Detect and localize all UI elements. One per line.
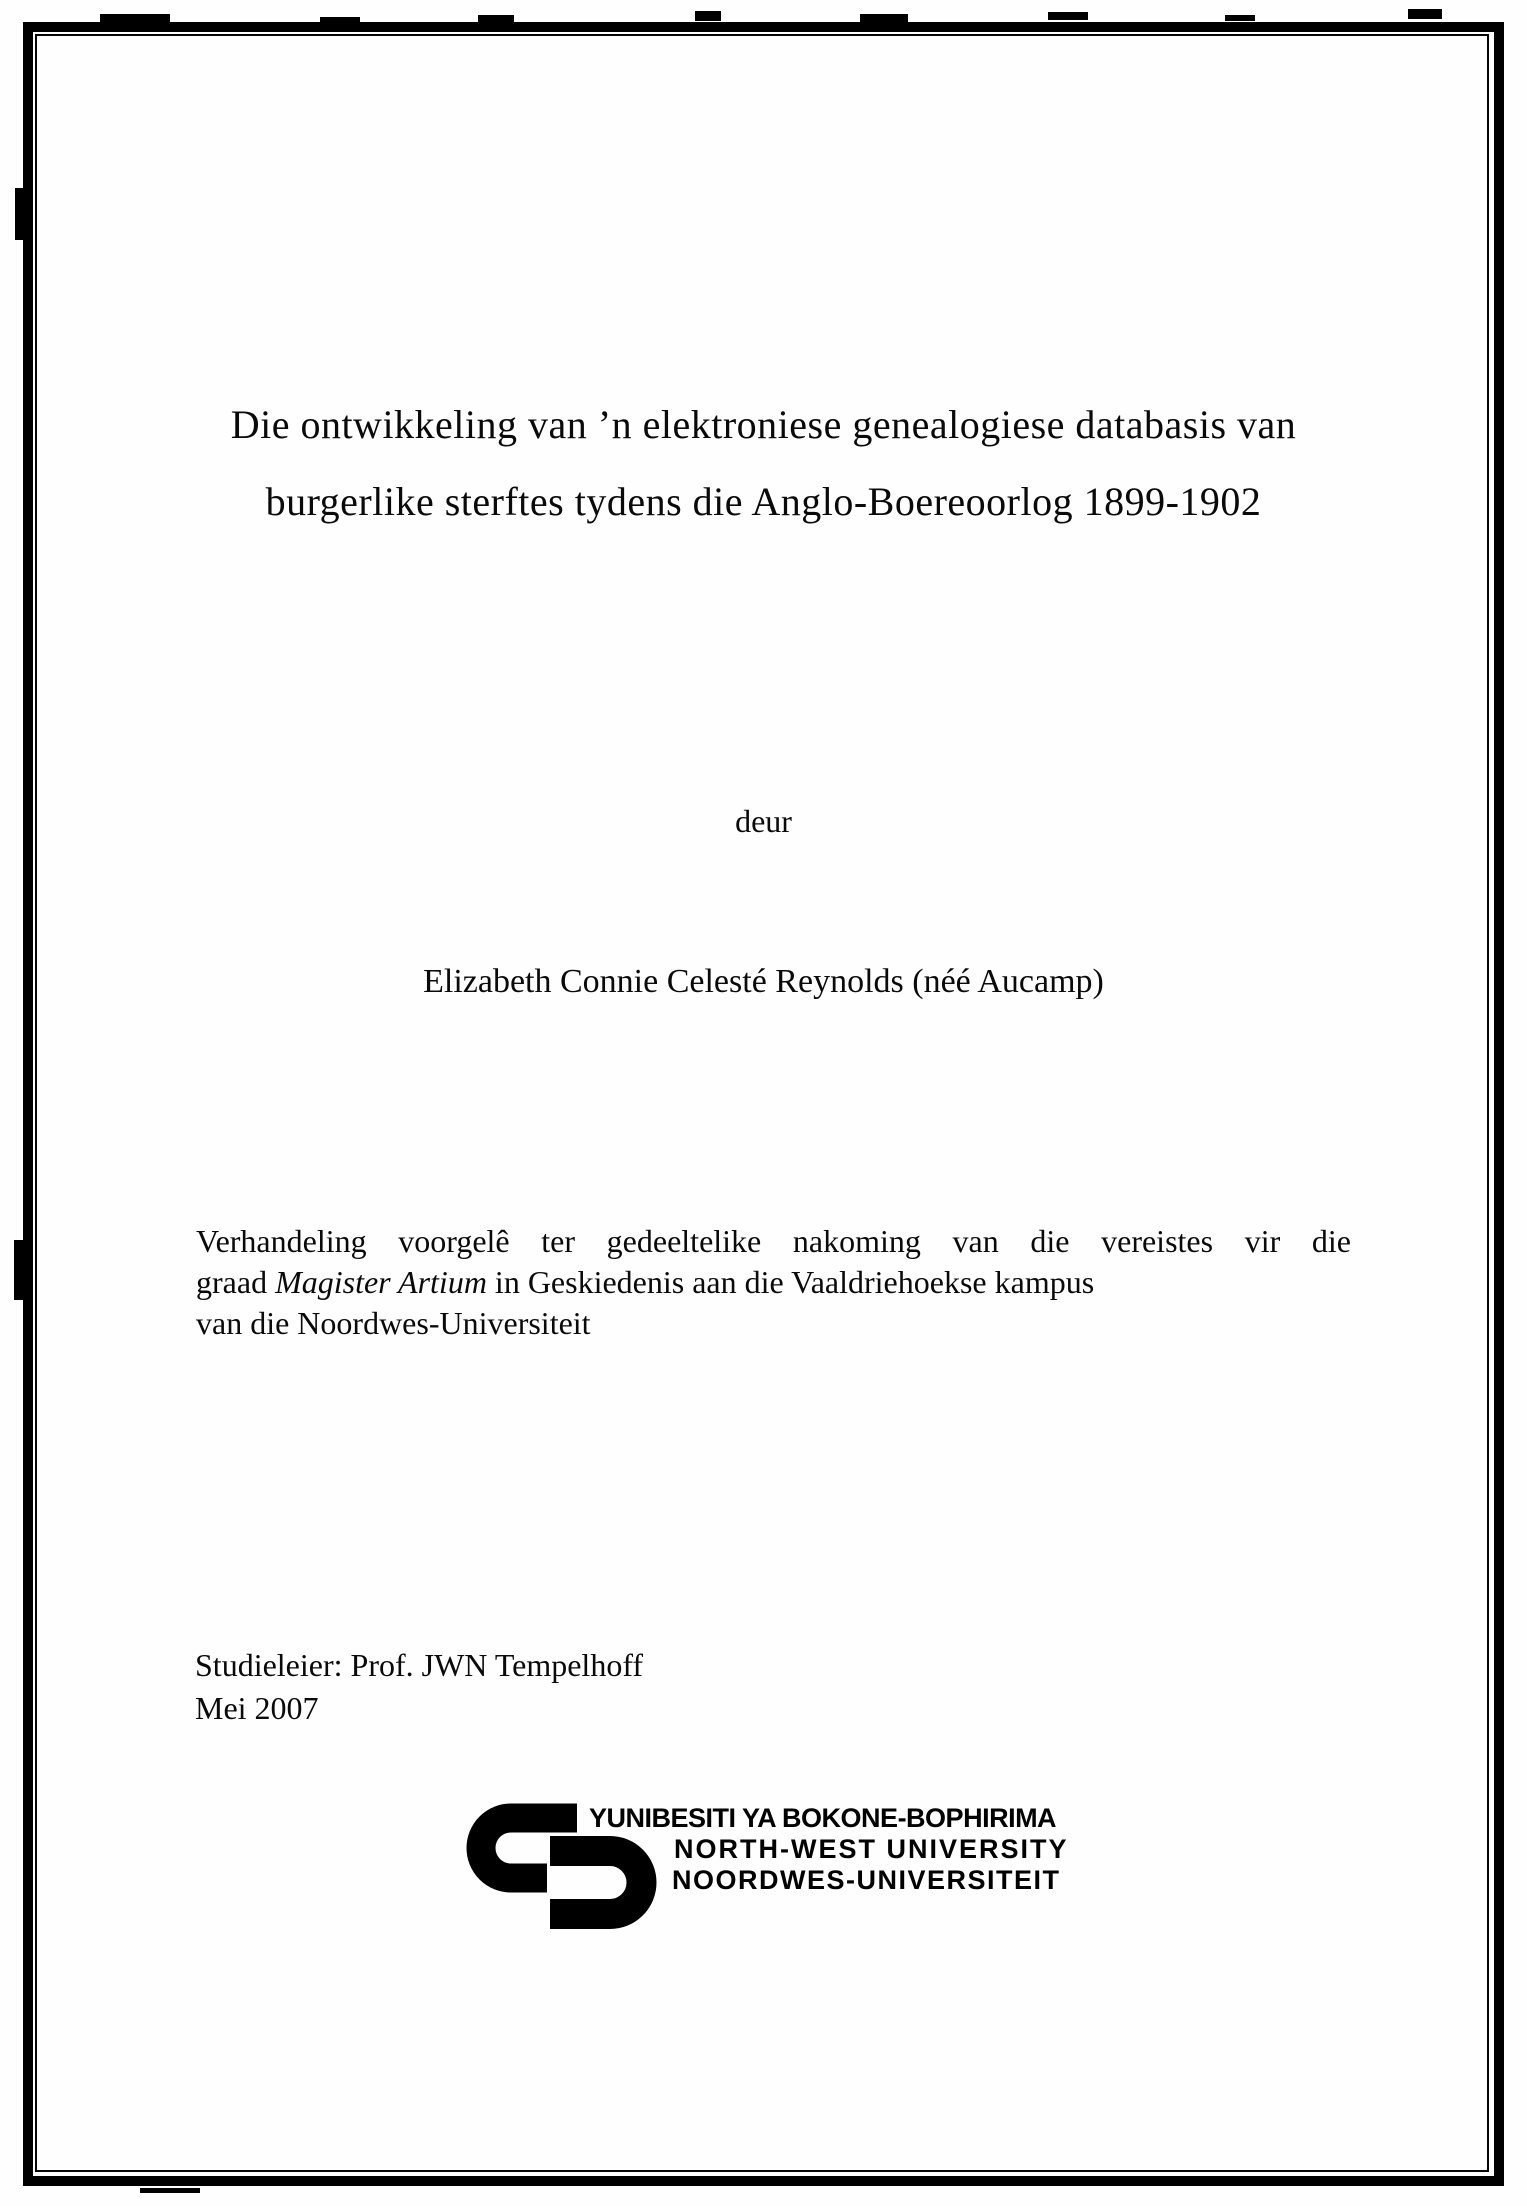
- scan-artifact: [100, 14, 170, 23]
- scan-artifact: [695, 11, 721, 21]
- logo-text-line-2: NORTH-WEST UNIVERSITY: [674, 1834, 1069, 1864]
- statement-line-2: [196, 1262, 1351, 1303]
- statement-line-1: Verhandeling voorgelê ter gedeeltelike nakoming van die vereistes vir die: [196, 1223, 1351, 1259]
- supervisor-block: [195, 1644, 643, 1730]
- statement-line-2-after: in Geskiedenis aan die Vaaldriehoekse kampus: [486, 1264, 1095, 1300]
- date-line: Mei 2007: [195, 1690, 319, 1726]
- scan-artifact: [1225, 15, 1255, 21]
- thesis-title-line-1: Die ontwikkeling van ’n elektroniese genealogiese databasis van: [230, 402, 1297, 447]
- statement-line-2-before: graad: [196, 1264, 276, 1300]
- statement-degree-name: Magister Artium: [275, 1264, 487, 1300]
- supervisor-line: Studieleier: Prof. JWN Tempelhoff: [195, 1647, 644, 1683]
- scan-artifact: [860, 14, 908, 22]
- statement-line-3: van die Noordwes-Universiteit: [196, 1305, 591, 1341]
- scan-artifact: [478, 15, 514, 22]
- byline-deur: deur: [735, 803, 792, 839]
- logo-text-line-3: NOORDWES-UNIVERSITEIT: [672, 1865, 1061, 1895]
- scan-artifact: [140, 2188, 200, 2193]
- logo-text-line-1: YUNIBESITI YA BOKONE-BOPHIRIMA: [589, 1803, 1057, 1833]
- scan-artifact: [320, 17, 360, 23]
- scan-artifact: [1048, 12, 1088, 20]
- scan-artifact: [1408, 9, 1442, 19]
- thesis-title: [60, 386, 1467, 540]
- author-name: Elizabeth Connie Celesté Reynolds (néé Aucamp): [423, 963, 1104, 1000]
- scan-artifact: [15, 188, 24, 240]
- scan-artifact: [14, 1240, 23, 1300]
- thesis-statement: [196, 1221, 1351, 1344]
- thesis-title-line-2: burgerlike sterftes tydens die Anglo-Boereoorlog 1899-1902: [265, 479, 1262, 524]
